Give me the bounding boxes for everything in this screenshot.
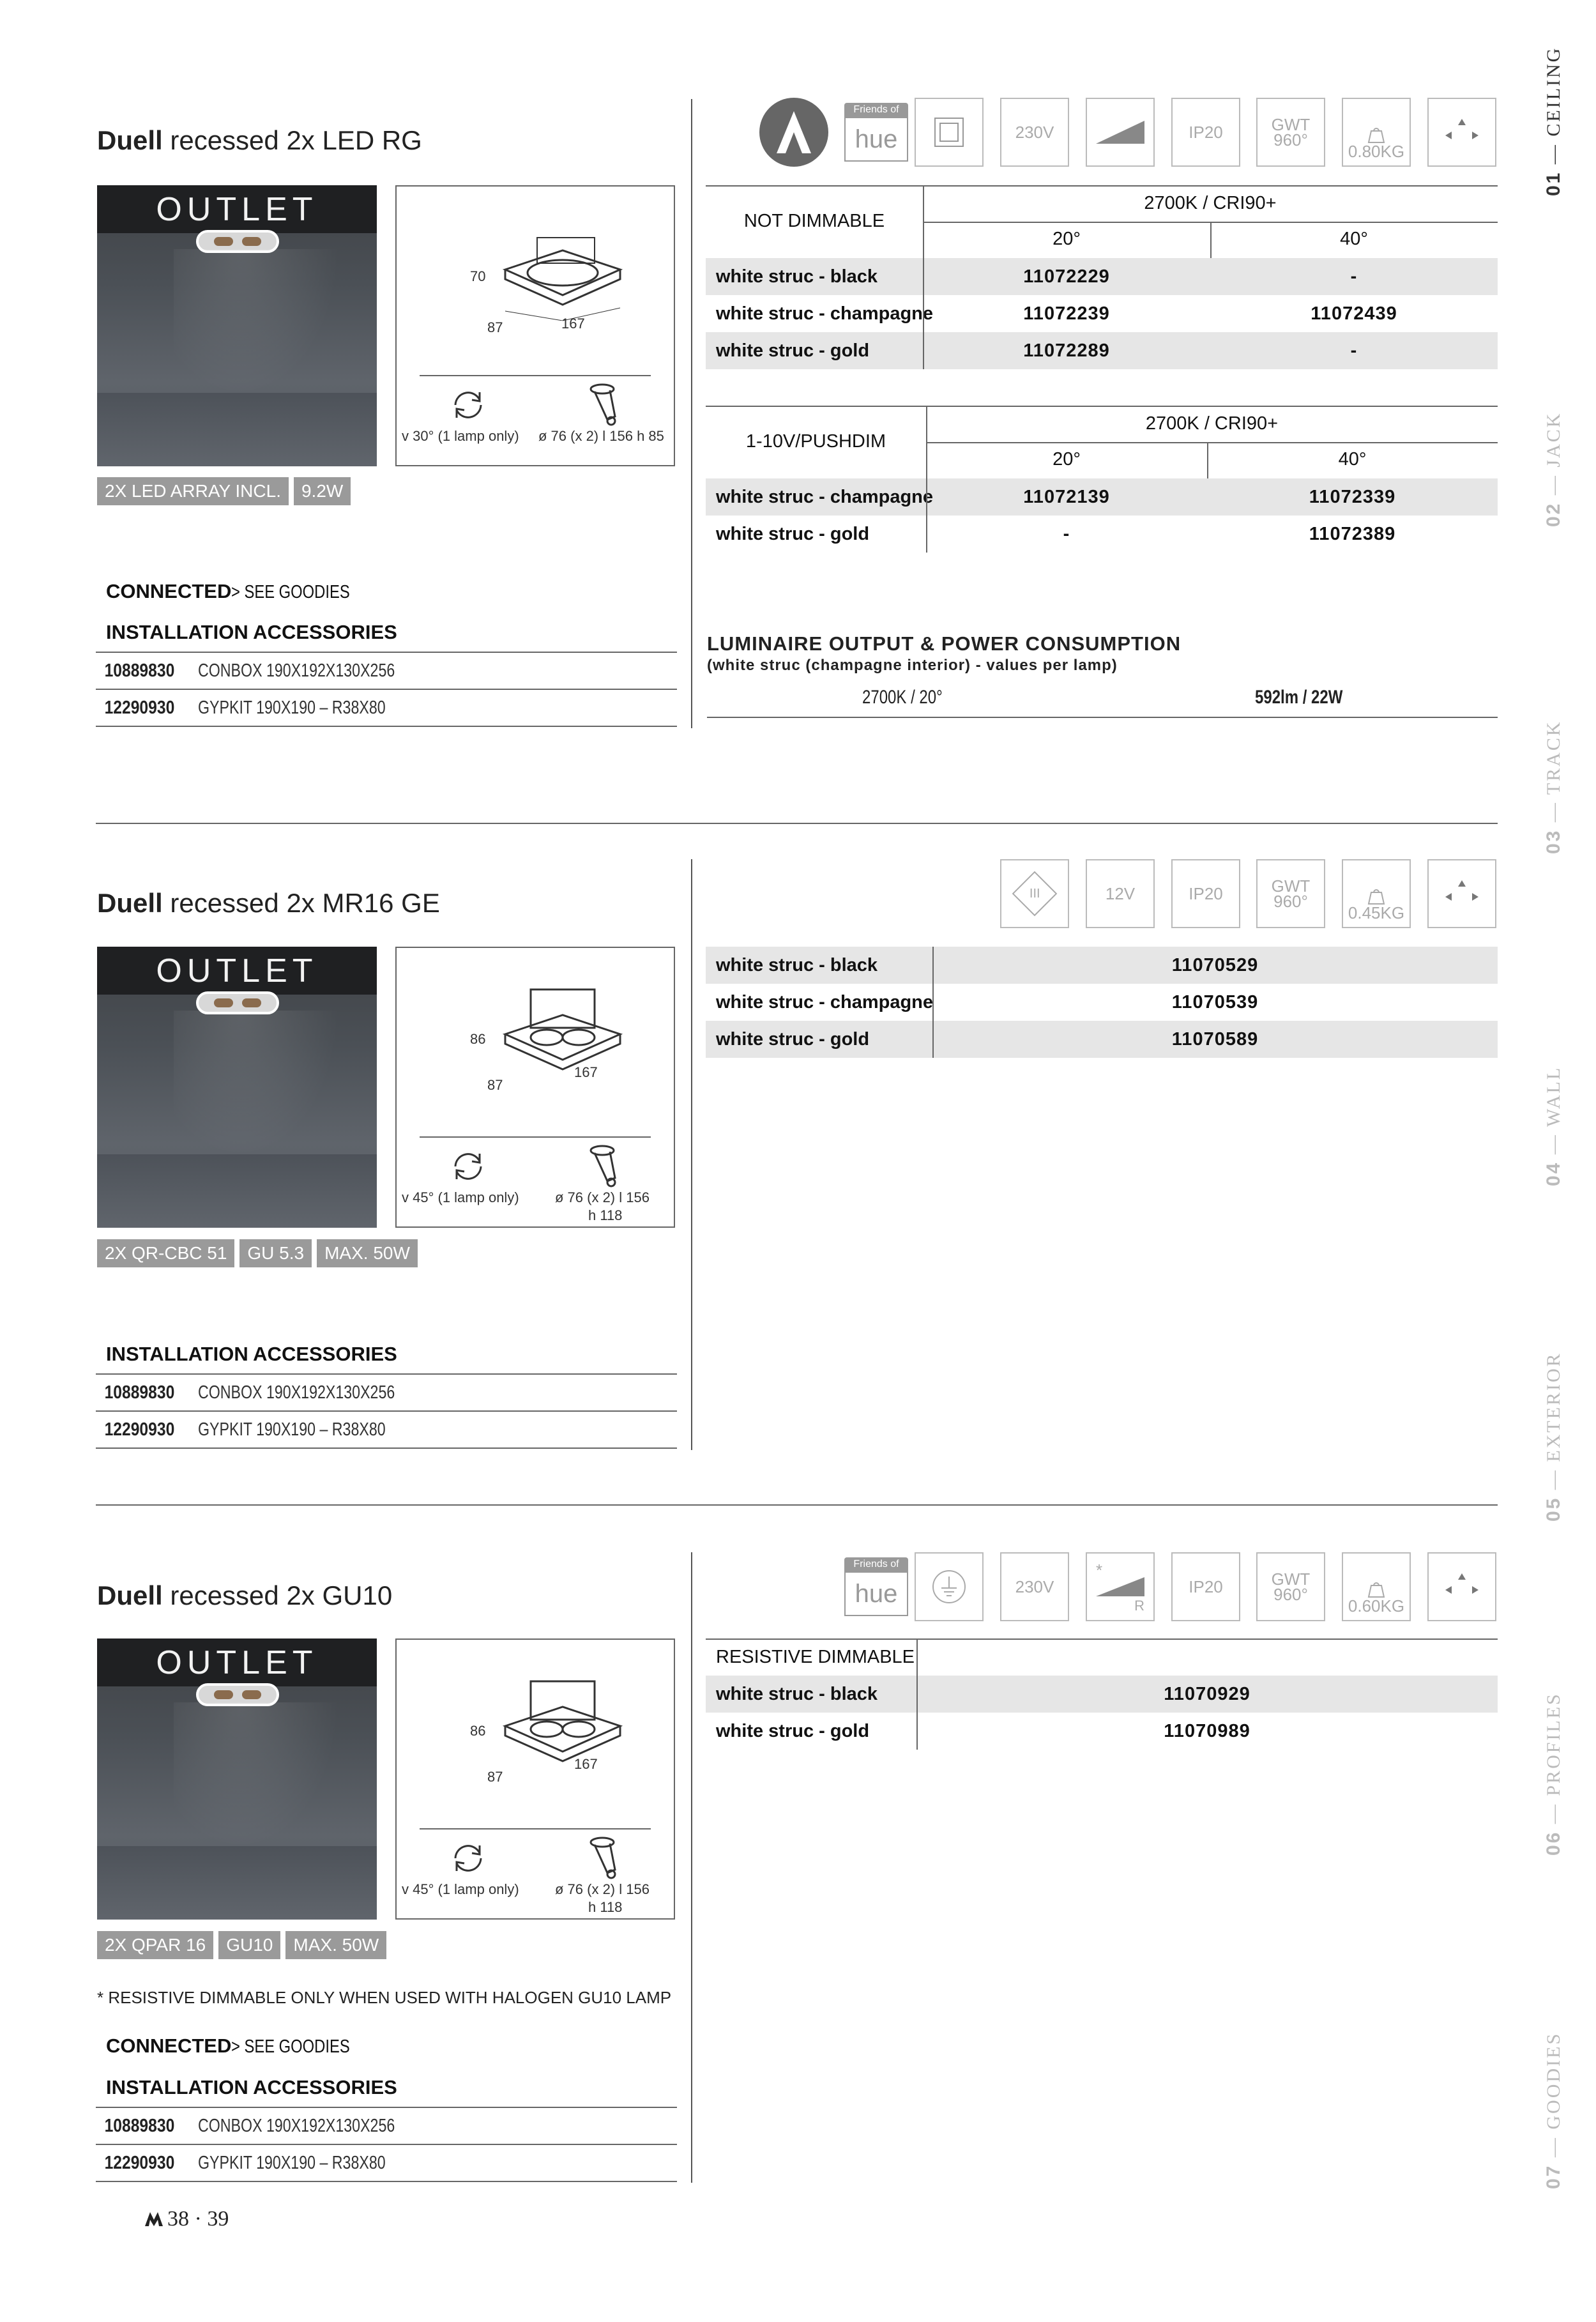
- table-row: white struc - black 11070929: [706, 1676, 1498, 1713]
- output-title: LUMINAIRE OUTPUT & POWER CONSUMPTION: [707, 632, 1182, 655]
- size-caption-height: h 118: [588, 1207, 623, 1223]
- spec-tags: [97, 1931, 386, 1959]
- spec-tags: [97, 1239, 418, 1267]
- table-row: white struc - gold 11070589: [706, 1021, 1498, 1058]
- adjustable-arrows-icon: [1427, 859, 1496, 928]
- tilt-lamp-icon: [588, 1143, 627, 1194]
- sidebar-item-jack[interactable]: 02 — JACK: [1543, 411, 1564, 527]
- hue-icon: Friends of hue: [842, 1552, 911, 1621]
- dim-length: 167: [574, 1064, 598, 1080]
- fixture-drawing-icon: [492, 983, 627, 1085]
- tag-socket: GU10: [218, 1931, 280, 1959]
- product-photo: [97, 947, 377, 1228]
- product-title: Duell recessed 2x MR16 GE: [97, 888, 440, 918]
- accessory-row: 12290930 GYPKIT 190X190 – R38X80: [96, 690, 677, 727]
- resistive-dimmable-icon: * R: [1086, 1552, 1155, 1621]
- frame-icon: [915, 98, 984, 167]
- spec-table-gu10: [706, 1638, 1498, 1750]
- outlet-label: OUTLET: [156, 1644, 318, 1681]
- adjustable-arrows-icon: [1427, 1552, 1496, 1621]
- ip-rating-icon: IP20: [1171, 1552, 1240, 1621]
- tag-power: MAX. 50W: [317, 1239, 418, 1267]
- weight-icon: 0.45KG: [1342, 859, 1411, 928]
- gwt-icon: GWT 960°: [1256, 859, 1325, 928]
- brand-a-logo-icon: [759, 97, 829, 167]
- fixture-drawing-icon: [492, 1675, 627, 1777]
- tilt-caption: v 45° (1 lamp only): [402, 1881, 519, 1897]
- adjustable-arrows-icon: [1427, 98, 1496, 167]
- dimension-diagram: [395, 185, 675, 466]
- dim-height: 86: [470, 1031, 486, 1047]
- weight-icon: 0.60KG: [1342, 1552, 1411, 1621]
- table-row: RESISTIVE DIMMABLE: [716, 1646, 915, 1667]
- spec-table-not-dimmable: NOT DIMMABLE 2700K / CRI90+ 20° 40° white struc - black 11072229 - white struc - champagne 11072239 11072439 white struc - gold 11072289 -: [706, 185, 1498, 369]
- sidebar-item-exterior[interactable]: 05 — EXTERIOR: [1543, 1352, 1564, 1522]
- tag-power: MAX. 50W: [285, 1931, 386, 1959]
- size-caption-height: h 118: [588, 1899, 623, 1915]
- color-temp-header: 2700K / CRI90+: [1144, 193, 1277, 213]
- table-row: white struc - gold - 11072389: [716, 523, 1396, 544]
- sidebar-item-wall[interactable]: 04 — WALL: [1543, 1066, 1564, 1186]
- sidebar-item-track[interactable]: 03 — TRACK: [1543, 720, 1564, 854]
- dim-width: 87: [487, 1769, 503, 1785]
- dim-length: 167: [574, 1756, 598, 1772]
- fixture-drawing-icon: [492, 225, 627, 321]
- output-value: 592lm / 22W: [1255, 687, 1343, 708]
- dim-width: 87: [487, 319, 503, 335]
- rotate-icon: [449, 1147, 487, 1186]
- product-photo: [97, 185, 377, 466]
- accessory-row: 10889830 CONBOX 190X192X130X256: [96, 2108, 677, 2145]
- dimension-diagram: [395, 947, 675, 1228]
- class-iii-icon: III: [1000, 859, 1069, 928]
- voltage-icon: 12V: [1086, 859, 1155, 928]
- table-row: white struc - champagne 11072239 11072439: [716, 303, 1397, 324]
- tag-socket: GU 5.3: [239, 1239, 312, 1267]
- dimension-diagram: [395, 1638, 675, 1920]
- product-title: Duell recessed 2x GU10: [97, 1580, 393, 1610]
- brand-mark-icon: [144, 2211, 164, 2227]
- tilt-lamp-icon: [588, 1835, 627, 1886]
- ip-rating-icon: IP20: [1171, 98, 1240, 167]
- voltage-icon: 230V: [1000, 1552, 1069, 1621]
- tilt-caption: v 45° (1 lamp only): [402, 1189, 519, 1205]
- connected-heading: CONNECTED> SEE GOODIES: [106, 2035, 351, 2057]
- accessory-row: 10889830 CONBOX 190X192X130X256: [96, 1375, 677, 1412]
- ip-rating-icon: IP20: [1171, 859, 1240, 928]
- table-row: white struc - champagne 11072139 11072339: [706, 478, 1498, 516]
- accessory-row: 12290930 GYPKIT 190X190 – R38X80: [96, 1412, 677, 1449]
- dim-height: 70: [470, 268, 486, 284]
- tag-lamp: 2X QPAR 16: [97, 1931, 213, 1959]
- product-title: Duell recessed 2x LED RG: [97, 125, 422, 155]
- spec-tags: [97, 477, 351, 505]
- dimmable-icon: [1086, 98, 1155, 167]
- gwt-icon: GWT 960°: [1256, 1552, 1325, 1621]
- accessory-row: 10889830 CONBOX 190X192X130X256: [96, 653, 677, 690]
- output-spec: 2700K / 20°: [862, 687, 943, 708]
- size-caption: ø 76 (x 2) l 156 h 85: [538, 428, 664, 444]
- rotate-icon: [449, 1839, 487, 1877]
- color-temp-header: 2700K / CRI90+: [1145, 413, 1279, 434]
- dim-height: 86: [470, 1723, 486, 1739]
- table-row: white struc - gold 11072289 -: [706, 332, 1498, 369]
- tag-power: 9.2W: [294, 477, 351, 505]
- table-row: white struc - black 11072229 -: [706, 258, 1498, 295]
- accessories-heading: INSTALLATION ACCESSORIES: [106, 2076, 397, 2098]
- accessories-heading: INSTALLATION ACCESSORIES: [106, 1343, 397, 1365]
- hue-icon: Friends of hue: [842, 98, 911, 167]
- connected-heading: CONNECTED> SEE GOODIES: [106, 580, 351, 602]
- earth-ground-icon: [915, 1552, 984, 1621]
- accessory-row: 12290930 GYPKIT 190X190 – R38X80: [96, 2145, 677, 2182]
- dim-length: 167: [561, 316, 585, 332]
- table-row: white struc - gold 11070989: [716, 1720, 1250, 1741]
- table-row: white struc - champagne 11070539: [716, 991, 1259, 1012]
- tilt-lamp-icon: [588, 381, 627, 432]
- dimming-note: * RESISTIVE DIMMABLE ONLY WHEN USED WITH HALOGEN GU10 LAMP: [97, 1988, 672, 2007]
- product-photo: [97, 1638, 377, 1920]
- tilt-caption: v 30° (1 lamp only): [402, 428, 519, 444]
- sidebar-item-goodies[interactable]: 07 — GOODIES: [1543, 2031, 1564, 2189]
- voltage-icon: 230V: [1000, 98, 1069, 167]
- page-numbers: 38 · 39: [167, 2207, 229, 2231]
- outlet-label: OUTLET: [156, 952, 318, 989]
- outlet-label: OUTLET: [156, 191, 318, 228]
- weight-icon: 0.80KG: [1342, 98, 1411, 167]
- size-caption: ø 76 (x 2) l 156: [555, 1881, 650, 1897]
- group-label: 1-10V/PUSHDIM: [745, 431, 886, 452]
- output-subtitle: (white struc (champagne interior) - values per lamp): [707, 657, 1118, 674]
- tag-lamp: 2X LED ARRAY INCL.: [97, 477, 289, 505]
- size-caption: ø 76 (x 2) l 156: [555, 1189, 650, 1205]
- accessories-heading: INSTALLATION ACCESSORIES: [106, 621, 397, 643]
- spec-table-pushdim: 1-10V/PUSHDIM 2700K / CRI90+ 20° 40° white struc - champagne 11072139 11072339 white struc - gold - 11072389: [706, 406, 1498, 553]
- spec-table-mr16: [706, 947, 1498, 1058]
- dim-width: 87: [487, 1077, 503, 1093]
- rotate-icon: [449, 386, 487, 424]
- sidebar-item-profiles[interactable]: 06 — PROFILES: [1543, 1692, 1564, 1856]
- group-label: NOT DIMMABLE: [743, 211, 885, 231]
- gwt-icon: GWT 960°: [1256, 98, 1325, 167]
- tag-lamp: 2X QR-CBC 51: [97, 1239, 234, 1267]
- table-row: white struc - black 11070529: [706, 947, 1498, 984]
- sidebar-item-ceiling[interactable]: 01 — CEILING: [1543, 46, 1564, 196]
